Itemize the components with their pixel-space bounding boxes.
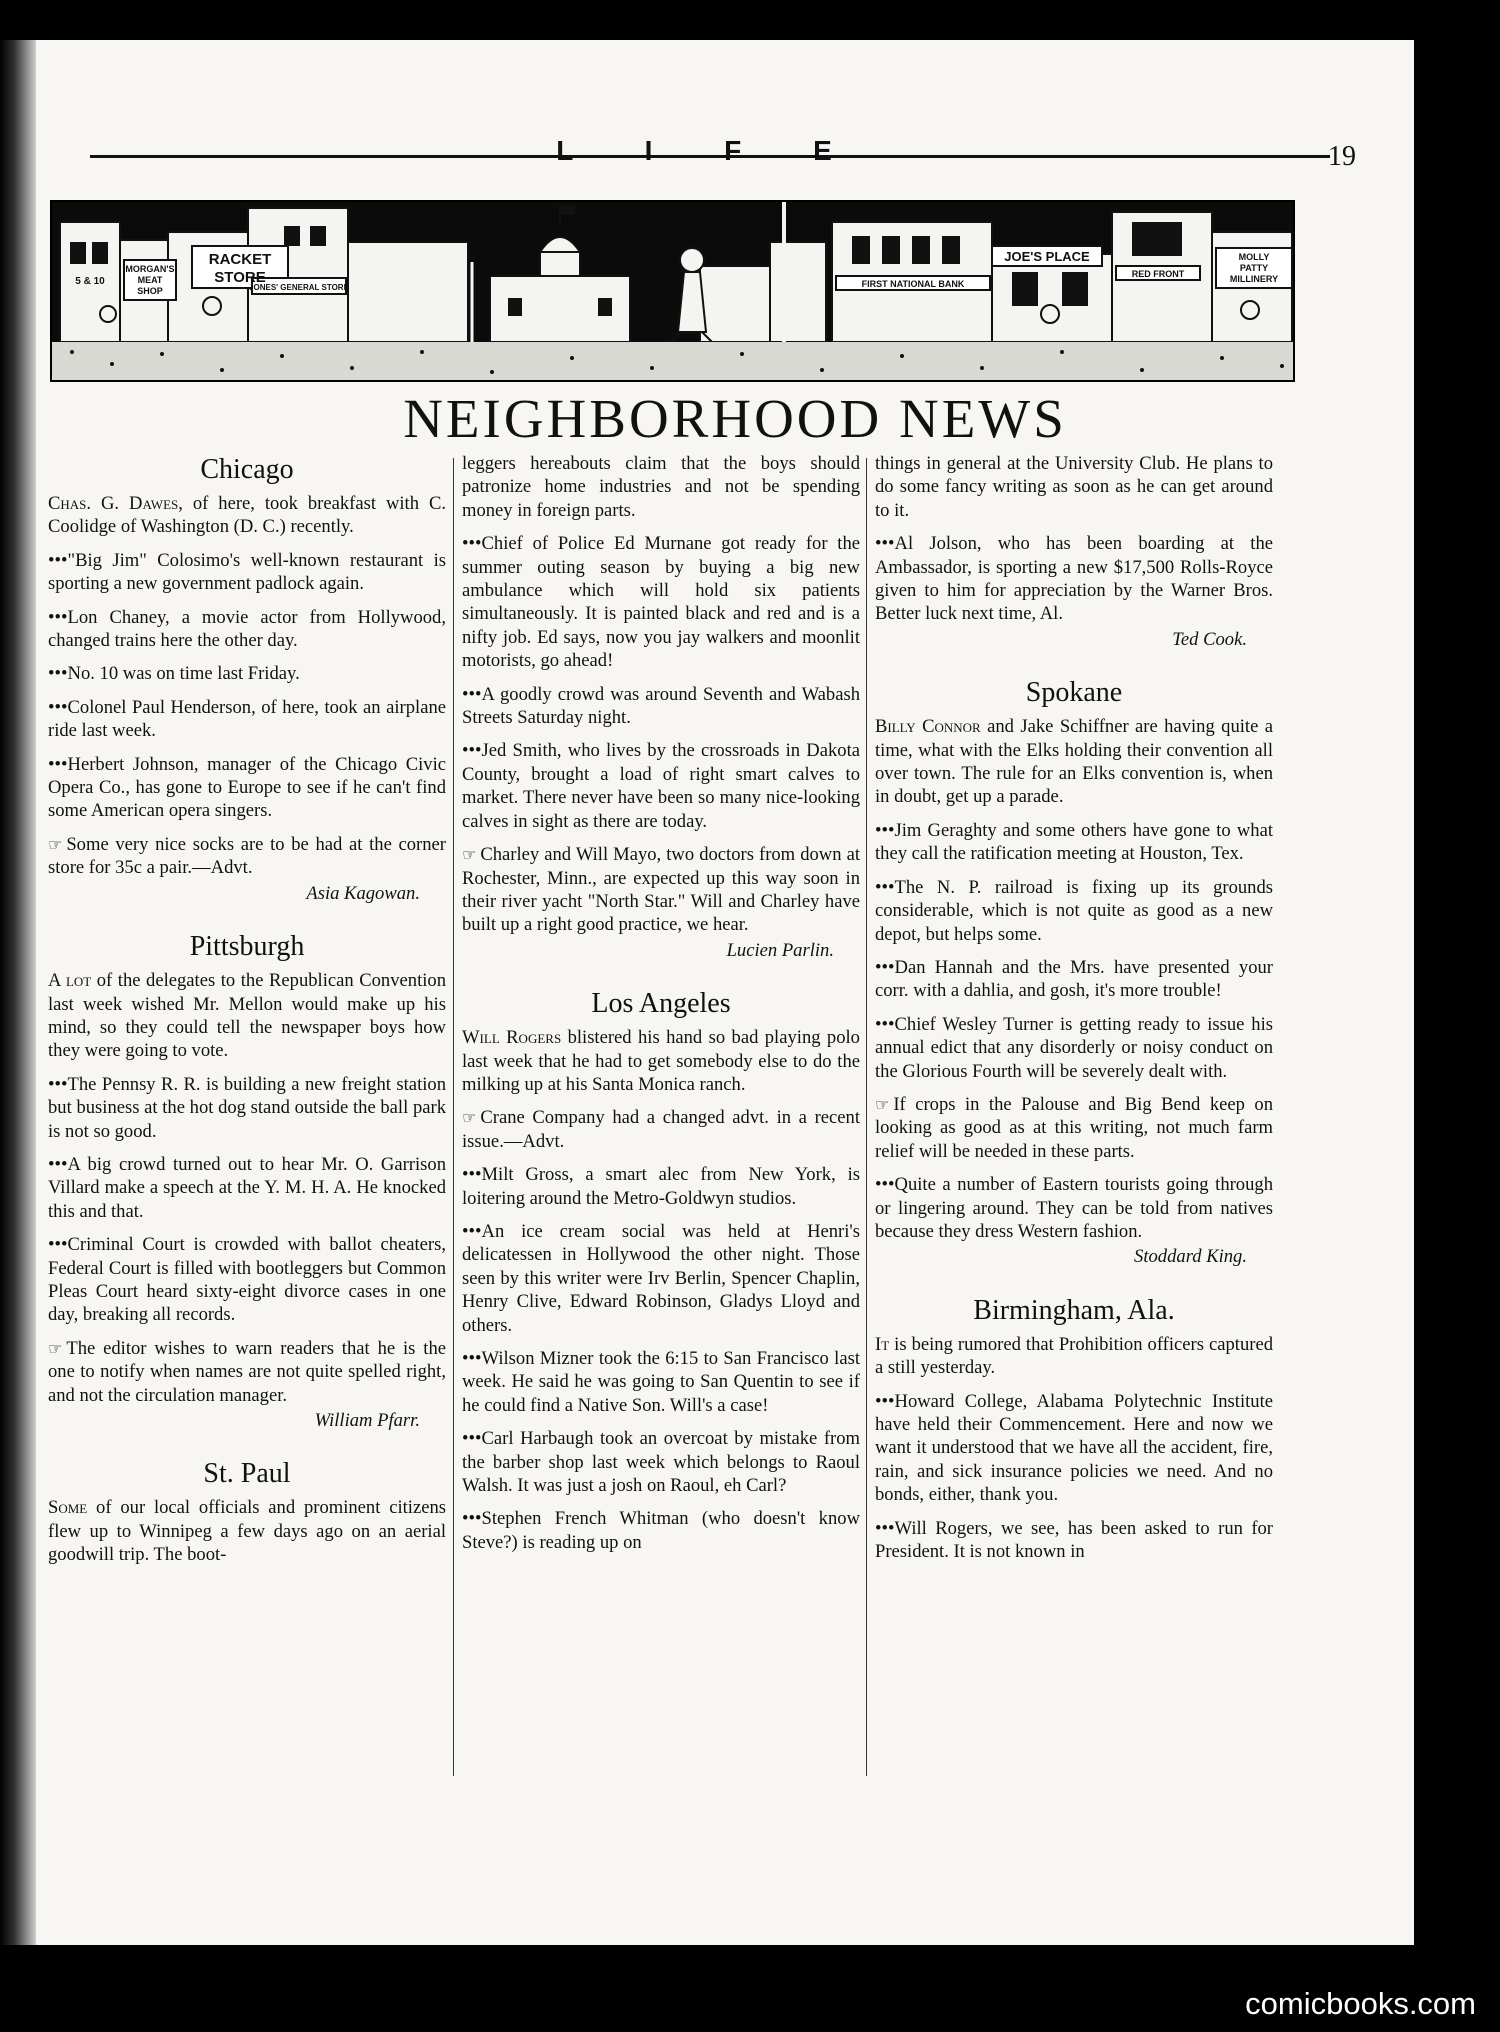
news-item: [875, 1093, 1273, 1163]
column-rule: [453, 458, 454, 1776]
news-item: [875, 956, 1273, 1003]
item-text: •••Quite a number of Eastern tourists going through or lingering around. They can be told from natives because they dress Western fashion.: [875, 1174, 1273, 1242]
item-text: •••"Big Jim" Colosimo's well-known restaurant is sporting a new government padlock again.: [48, 549, 446, 595]
news-item: [48, 969, 446, 1063]
item-text: •••Herbert Johnson, manager of the Chicago Civic Opera Co., has gone to Europe to see if he can't find some American opera singers.: [48, 753, 446, 822]
city-heading: Pittsburgh: [189, 931, 305, 963]
lead-in: Chas. G. Dawes,: [48, 493, 183, 514]
column-right: [875, 452, 1273, 1573]
item-text: of the delegates to the Republican Convention last week wished Mr. Mellon would make up his mind, so they could tell the newspaper boys how they were going to vote.: [48, 970, 446, 1062]
lead-in: A lot: [48, 970, 92, 992]
item-text: blistered his hand so bad playing polo last week that he had to get somebody else to do the milking up at his Santa Monica ranch.: [462, 1027, 860, 1095]
lead-in: It: [875, 1333, 890, 1355]
news-item: [48, 1073, 446, 1143]
city-heading: Spokane: [1025, 677, 1123, 709]
sign-five-and-ten: 5 & 10: [75, 276, 105, 287]
item-text: •••A goodly crowd was around Seventh and Wabash Streets Saturday night.: [462, 683, 860, 729]
news-item: [48, 1496, 446, 1566]
news-item: [462, 452, 860, 522]
item-text: things in general at the University Club. He plans to do some fancy writing as soon as he can get around to it.: [875, 453, 1273, 521]
news-item: [462, 1427, 860, 1497]
pointing-hand-icon: ☞: [875, 1094, 890, 1114]
news-item: [48, 662, 446, 685]
news-item: [875, 1173, 1273, 1243]
town-illustration: [50, 200, 1295, 382]
sign-molly: MOLLY: [1238, 252, 1270, 262]
sign-morgans: MORGAN'S: [125, 264, 175, 274]
item-text: •••The Pennsy R. R. is building a new freight station but business at the hot dog stand outside the ball park is not so good.: [48, 1073, 446, 1142]
item-text: •••Carl Harbaugh took an overcoat by mistake from the barber shop last week which belongs to Raoul Walsh. It was just a josh on Raoul, eh Carl?: [462, 1428, 860, 1497]
item-text: of our local officials and prominent citizens flew up to Winnipeg a few days ago on an aerial goodwill trip. The boot-: [48, 1497, 446, 1566]
pointing-hand-icon: ☞: [462, 1108, 477, 1128]
item-text: •••Wilson Mizner took the 6:15 to San Francisco last week. He said he was going to San Quentin to see if he could find a Native Son. Will's a case!: [462, 1348, 860, 1416]
magazine-title: L I F E: [556, 135, 864, 166]
news-item: [462, 1106, 860, 1153]
column-middle: [462, 452, 860, 1564]
sign-jones: JONES' GENERAL STORE: [249, 283, 349, 292]
sign-patty: PATTY: [1239, 263, 1269, 273]
news-item: [48, 833, 446, 880]
news-item: [875, 819, 1273, 866]
sign-racket: RACKET: [208, 251, 272, 268]
news-item: [875, 452, 1273, 522]
page-gutter: [0, 40, 36, 1945]
item-text: Some very nice socks are to be had at the corner store for 35c a pair.—Advt.: [48, 833, 446, 879]
page-number: 19: [1328, 141, 1356, 172]
news-item: [462, 1507, 860, 1554]
item-text: •••Jed Smith, who lives by the crossroads in Dakota County, brought a load of right smart calves to market. There never have been so many nice-looking calves in sight as there are today.: [462, 740, 860, 832]
news-item: [875, 1517, 1273, 1564]
city-heading: Birmingham, Ala.: [973, 1294, 1175, 1326]
item-text: •••Stephen French Whitman (who doesn't know Steve?) is reading up on: [462, 1508, 860, 1553]
news-item: [875, 1013, 1273, 1083]
pointing-hand-icon: ☞: [48, 834, 63, 854]
item-text: •••Milt Gross, a smart alec from New York, is loitering around the Metro-Goldwyn studios.: [462, 1164, 860, 1209]
byline: Stoddard King.: [1134, 1246, 1247, 1268]
news-item: [48, 492, 446, 539]
byline: William Pfarr.: [314, 1410, 420, 1431]
item-text: and Jake Schiffner are having quite a time, what with the Elks holding their convention all over town. The rule for an Elks convention is, when in doubt, get up a parade.: [875, 716, 1273, 808]
item-text: The editor wishes to warn readers that he is the one to notify when names are not quite spelled right, and not the circulation manager.: [48, 1337, 446, 1406]
sign-meat: MEAT: [137, 275, 163, 285]
news-item: [462, 1026, 860, 1096]
news-item: [875, 1390, 1273, 1507]
news-item: [48, 1153, 446, 1223]
item-text: •••Chief of Police Ed Murnane got ready for the summer outing season by buying a big new ambulance which will hold six patients simultaneously. It is painted black and red and is a nifty job. Ed says, now you jay walkers and moonlit motorists, go ahead!: [462, 533, 860, 672]
lead-in: Some: [48, 1497, 88, 1519]
news-item: [462, 1220, 860, 1337]
item-text: •••Al Jolson, who has been boarding at the Ambassador, is sporting a new $17,500 Rolls-Royce given to him for appreciation by the Warner Bros. Better luck next time, Al.: [875, 533, 1273, 625]
news-item: [462, 739, 860, 833]
sign-store: STORE: [214, 269, 266, 286]
item-text: •••Dan Hannah and the Mrs. have presented your corr. with a dahlia, and gosh, it's more trouble!: [875, 956, 1273, 1002]
item-text: Crane Company had a changed advt. in a recent issue.—Advt.: [462, 1107, 860, 1152]
news-item: [48, 1233, 446, 1327]
item-text: •••Chief Wesley Turner is getting ready to issue his annual edict that any disorderly or noisy conduct on the Glorious Fourth will be severely dealt with.: [875, 1013, 1273, 1082]
city-heading: Los Angeles: [591, 988, 731, 1020]
item-text: •••Will Rogers, we see, has been asked to run for President. It is not known in: [875, 1517, 1273, 1563]
lead-in: Billy Connor: [875, 716, 981, 738]
item-text: •••The N. P. railroad is fixing up its grounds considerable, which is not quite as good as a new depot, but helps some.: [875, 876, 1273, 945]
byline: Asia Kagowan.: [306, 882, 420, 904]
item-text: •••No. 10 was on time last Friday.: [48, 663, 300, 685]
news-item: [875, 715, 1273, 809]
item-text: •••Colonel Paul Henderson, of here, took an airplane ride last week.: [48, 696, 446, 742]
news-item: [48, 753, 446, 823]
news-item: [462, 1347, 860, 1417]
sign-red-front: RED FRONT: [1131, 269, 1185, 279]
watermark: comicbooks.com: [1245, 1986, 1476, 2021]
news-item: [462, 1163, 860, 1210]
sign-bank: FIRST NATIONAL BANK: [861, 279, 965, 289]
news-item: [462, 532, 860, 672]
item-text: •••An ice cream social was held at Henri's delicatessen in Hollywood the other night. Those seen by this writer were Irv Berlin, Spencer Chaplin, Henry Clive, Edward Robinson, Gladys Lloyd and others.: [462, 1220, 860, 1336]
item-text: •••Howard College, Alabama Polytechnic Institute have held their Commencement. Here and now we want it understood that we have all the accident, fire, rain, and sick insurance policies we need. And no bonds, either, thank you.: [875, 1390, 1273, 1506]
item-text: •••Lon Chaney, a movie actor from Hollywood, changed trains here the other day.: [48, 606, 446, 652]
news-item: [48, 1337, 446, 1407]
item-text: If crops in the Palouse and Big Bend keep on looking as good as at this writing, not much farm relief will be needed in these parts.: [875, 1093, 1273, 1162]
item-text: •••A big crowd turned out to hear Mr. O. Garrison Villard make a speech at the Y. M. H. A. He knocked this and that.: [48, 1153, 446, 1222]
item-text: is being rumored that Prohibition officers captured a still yesterday.: [875, 1333, 1273, 1379]
item-text: of here, took breakfast with C. Coolidge of Washington (D. C.) recently.: [48, 493, 446, 538]
item-text: Charley and Will Mayo, two doctors from down at Rochester, Minn., are expected up this way soon in their river yacht "North Star." Will and Charley have built up a right good practice, we hear.: [462, 844, 860, 936]
pointing-hand-icon: ☞: [48, 1338, 63, 1358]
street-scene-drawing: [52, 202, 1295, 382]
item-text: •••Jim Geraghty and some others have gone to what they call the ratification meeting at Houston, Tex.: [875, 819, 1273, 865]
lead-in: Will Rogers: [462, 1027, 562, 1049]
column-rule: [866, 458, 867, 1776]
city-heading: Chicago: [200, 454, 294, 485]
news-item: [462, 683, 860, 730]
page-headline: NEIGHBORHOOD NEWS: [403, 388, 1067, 449]
byline: Ted Cook.: [1172, 628, 1247, 650]
item-text: •••Criminal Court is crowded with ballot cheaters, Federal Court is filled with bootleggers but Common Pleas Court heard sixty-eight divorce cases in one day, breaking all records.: [48, 1234, 446, 1326]
byline: Lucien Parlin.: [726, 939, 834, 961]
news-item: [875, 876, 1273, 946]
news-item: [48, 696, 446, 743]
news-item: [48, 606, 446, 653]
sign-joes-place: JOE'S PLACE: [1004, 249, 1090, 264]
pointing-hand-icon: ☞: [462, 845, 477, 865]
item-text: leggers hereabouts claim that the boys should patronize home industries and not be spending money in foreign parts.: [462, 453, 860, 521]
column-left: [48, 452, 446, 1577]
city-heading: St. Paul: [203, 1458, 291, 1490]
sign-shop: SHOP: [137, 286, 163, 296]
news-item: [48, 549, 446, 596]
news-item: [875, 1333, 1273, 1380]
sign-millinery: MILLINERY: [1229, 274, 1279, 284]
running-header: [90, 92, 1356, 172]
news-item: [875, 532, 1273, 626]
news-item: [462, 843, 860, 937]
